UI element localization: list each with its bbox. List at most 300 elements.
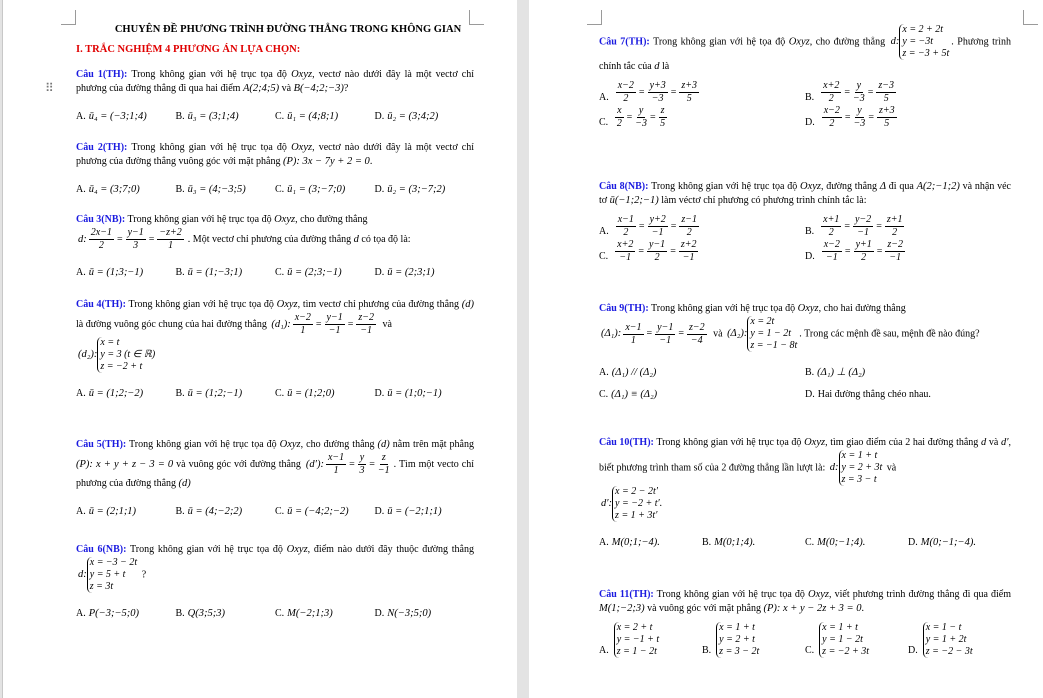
equals-sign: = (638, 220, 645, 232)
answer-options (599, 80, 1011, 130)
answer-option-d[interactable] (908, 622, 1011, 658)
option-label: D. (908, 645, 918, 656)
math-expression: ū = (−2;1;1) (387, 506, 442, 517)
denominator: −1 (360, 325, 373, 336)
option-content (188, 505, 242, 519)
answer-option-d[interactable] (805, 239, 1011, 264)
fraction (378, 452, 390, 477)
denominator: −3 (635, 118, 648, 129)
answer-options (599, 528, 1011, 550)
math-expression: Oxyz (279, 439, 301, 450)
option-label: D. (374, 608, 385, 619)
option-label: C. (275, 506, 285, 517)
math-expression: ū = (2;1;1) (88, 506, 137, 517)
numerator: y−1 (127, 227, 144, 238)
option-label: D. (374, 267, 385, 278)
answer-option-c[interactable] (599, 380, 805, 402)
math-expression: Oxyz (291, 69, 313, 80)
answer-option-a[interactable] (76, 497, 176, 519)
text-run: Trong không gian với hệ trục tọa độ (653, 437, 805, 448)
option-label: B. (175, 608, 185, 619)
text-run: Trong không gian với hệ trục tọa độ (127, 142, 292, 153)
math-expression: ū = (1;−3;1) (187, 267, 243, 278)
answer-option-a[interactable] (599, 622, 702, 658)
denominator: 3 (359, 465, 365, 476)
option-label: D. (374, 506, 385, 517)
option-label: B. (175, 267, 185, 278)
numerator: z−2 (887, 239, 904, 250)
fraction (854, 239, 874, 264)
option-content (612, 622, 661, 658)
question-text (599, 436, 1011, 522)
answer-option-b[interactable] (176, 497, 276, 519)
denominator: 5 (884, 118, 890, 129)
text-run: , điểm nào dưới đây thuộc đường thẳng (307, 544, 474, 555)
fraction (616, 214, 636, 239)
denominator: −1 (682, 252, 695, 263)
option-content (89, 110, 147, 124)
option-label: C. (805, 537, 815, 548)
math-expression: d′ (1000, 437, 1009, 448)
text-run: . Tìm một vecto chỉ phương của đường thẳng (76, 458, 474, 489)
question-label: Câu 2(TH): (76, 142, 128, 153)
question-label: Câu 5(TH): (76, 439, 127, 450)
option-content (387, 387, 441, 401)
system-line: y = 5 + t (89, 569, 126, 580)
numerator: x+2 (823, 80, 840, 91)
answer-option-a[interactable] (599, 214, 805, 239)
option-label: C. (599, 117, 609, 128)
option-label: B. (175, 506, 185, 517)
option-content (612, 80, 703, 105)
numerator: z+2 (680, 239, 697, 250)
denominator: 2 (686, 227, 692, 238)
system-line: x = 1 + t (841, 450, 878, 461)
option-label: A. (76, 608, 86, 619)
equation-system (819, 622, 869, 658)
fraction-equation (271, 312, 378, 337)
answer-option-b[interactable] (176, 599, 276, 621)
answer-option-d[interactable] (805, 105, 1011, 130)
fraction (885, 239, 905, 264)
answer-option-c[interactable] (599, 239, 805, 264)
math-expression: Oxyz (291, 142, 313, 153)
fraction (854, 105, 866, 130)
text-run: đi qua (886, 181, 917, 192)
option-label: A. (599, 226, 609, 237)
text-run: và (710, 328, 726, 340)
answer-option-c[interactable] (275, 175, 375, 197)
option-label: C. (599, 251, 609, 262)
text-run: và nhận véc tơ (599, 181, 1011, 206)
answer-option-b[interactable] (702, 528, 805, 550)
answer-options (76, 497, 474, 519)
option-label: A. (599, 645, 609, 656)
math-expression: ū = (1;0;−1) (387, 388, 442, 399)
option-content (287, 183, 345, 197)
question-text (76, 438, 474, 491)
answer-option-d[interactable] (375, 379, 475, 401)
math-expression: (P): x + y + z − 3 = 0 (76, 458, 174, 470)
numerator: z+3 (878, 105, 895, 116)
text-run: có tọa độ là: (358, 233, 411, 245)
math-expression: (Δ₁) ≡ (Δ₂) (611, 389, 658, 400)
question-text (76, 141, 474, 169)
option-content (89, 607, 139, 621)
equals-sign: = (876, 245, 883, 257)
equation-name: (d₁): (271, 318, 291, 330)
numerator: x−2 (823, 105, 840, 116)
system-brace (819, 622, 869, 658)
math-expression: ū = (1;2;−2) (88, 388, 144, 399)
option-content (714, 536, 755, 550)
fraction (648, 214, 668, 239)
option-content (612, 214, 703, 239)
answer-option-b[interactable] (176, 258, 276, 280)
math-expression: Oxyz (808, 589, 830, 600)
option-label: B. (175, 388, 185, 399)
option-label: C. (275, 111, 285, 122)
denominator: 1 (168, 240, 174, 251)
equals-sign: = (844, 220, 850, 232)
page-corner-mark (587, 10, 602, 25)
text-run: và vuông góc với đường thẳng (173, 458, 304, 470)
answer-option-a[interactable] (599, 528, 702, 550)
answer-options (76, 175, 474, 197)
math-expression: M(0;−1;−4). (920, 537, 977, 548)
answer-option-a[interactable] (76, 599, 176, 621)
numerator: y+3 (649, 80, 666, 91)
denominator: −1 (659, 334, 672, 346)
question-4 (599, 436, 1011, 550)
equals-sign: = (638, 245, 644, 257)
numerator: z (381, 452, 386, 463)
answer-option-c[interactable] (599, 105, 805, 130)
fraction (356, 312, 376, 337)
equals-sign: = (844, 111, 851, 123)
answer-option-d[interactable] (375, 599, 475, 621)
text-run: Trong không gian với hệ trục tọa độ (126, 544, 287, 555)
equals-sign: = (844, 245, 851, 257)
answer-option-c[interactable] (805, 622, 908, 658)
denominator: 3 (133, 240, 139, 251)
numerator: y (857, 105, 862, 116)
fraction (326, 452, 346, 477)
fraction (679, 80, 699, 105)
system-line: z = −1 − 8t (750, 340, 798, 351)
option-content (612, 536, 660, 550)
answer-option-b[interactable] (176, 175, 276, 197)
text-run: và (986, 437, 1001, 448)
fraction (822, 105, 842, 130)
numerator: y−1 (326, 312, 343, 323)
option-label: B. (702, 645, 712, 656)
fraction (853, 80, 865, 105)
denominator: 5 (883, 93, 889, 104)
option-label: A. (599, 367, 609, 378)
fraction (616, 80, 636, 105)
text-run: và (279, 83, 294, 94)
numerator: 2x−1 (90, 227, 112, 238)
option-label: D. (374, 184, 385, 195)
numerator: z+1 (886, 214, 903, 225)
math-expression: M(−2;1;3) (287, 608, 333, 619)
answer-option-d[interactable] (375, 497, 475, 519)
question-text (76, 68, 474, 96)
text-run: và (380, 318, 392, 330)
math-expression: Oxyz (276, 299, 298, 310)
system-line: y = 2 + t (719, 634, 755, 645)
option-label: C. (275, 184, 285, 195)
question-label: Câu 4(TH): (76, 299, 126, 310)
system-line: y = 1 + 2t (925, 634, 967, 645)
numerator: y−1 (649, 239, 666, 250)
math-expression: A(2;4;5) (242, 83, 280, 94)
math-expression: Oxyz (804, 437, 826, 448)
option-content (387, 607, 431, 621)
numerator: y+1 (855, 239, 872, 250)
answer-option-b[interactable] (176, 379, 276, 401)
text-run: , tìm giao điểm của 2 hai đường thẳng (825, 437, 981, 448)
option-label: B. (805, 92, 815, 103)
answer-option-b[interactable] (702, 622, 805, 658)
question-2 (599, 180, 1011, 264)
text-run: , đường thẳng (821, 181, 880, 192)
question-label: Câu 7(TH): (599, 36, 650, 48)
denominator: 1 (333, 465, 339, 476)
equation-name: d: (78, 233, 87, 245)
system-line: y = −2 + t′. (615, 498, 663, 509)
text-run: ? (139, 569, 147, 581)
answer-option-a[interactable] (76, 175, 176, 197)
answer-options (599, 214, 1011, 264)
math-expression: M(0;−1;4). (817, 537, 866, 548)
option-content (387, 183, 445, 197)
answer-option-a[interactable] (76, 102, 176, 124)
page-corner-mark (469, 10, 484, 25)
system-brace (839, 450, 883, 486)
question-text (76, 298, 474, 373)
system-line: x = 2 + t (616, 622, 653, 633)
equation-name: (d′): (305, 458, 324, 470)
math-expression: (d) (178, 478, 191, 489)
fraction (635, 105, 647, 130)
text-run: , biết phương trình tham số của 2 đường thẳng lần lượt là: (599, 437, 1011, 474)
math-expression: ū₁ = (4;8;1) (287, 111, 339, 122)
answer-option-c[interactable] (275, 497, 375, 519)
system-line: x = 2 − 2t′ (615, 486, 658, 497)
answer-option-d[interactable] (375, 102, 475, 124)
question-1 (76, 68, 474, 124)
denominator: −3 (853, 118, 866, 129)
numerator: y (359, 452, 365, 463)
fraction (821, 214, 841, 239)
math-expression: M(0;1;−4). (611, 537, 660, 548)
fraction (876, 80, 896, 105)
question-3 (599, 302, 1011, 402)
option-content (818, 388, 931, 402)
system-line: z = −2 + 3t (822, 646, 870, 657)
question-label: Câu 11(TH): (599, 589, 654, 600)
answer-option-a[interactable] (599, 80, 805, 105)
option-content (287, 387, 334, 401)
question-text (76, 543, 474, 593)
system-line: y = 2 + 3t (841, 462, 883, 473)
math-expression: ū = (1;2;0) (287, 388, 335, 399)
question-2 (76, 141, 474, 197)
numerator: −z+2 (159, 227, 182, 238)
option-content (387, 505, 441, 519)
fraction (655, 322, 675, 347)
numerator: z−3 (878, 80, 895, 91)
math-expression: ū₃ = (4;−3;5) (187, 184, 246, 195)
fraction-equation (820, 239, 907, 264)
drag-handle-icon[interactable]: ⠿ (45, 81, 53, 95)
answer-option-b[interactable] (176, 102, 276, 124)
system-brace (97, 337, 155, 373)
answer-option-c[interactable] (805, 528, 908, 550)
equation-name: (Δ₂): (727, 328, 748, 339)
answer-option-c[interactable] (275, 379, 375, 401)
math-expression: d (353, 233, 359, 245)
denominator: −3 (651, 93, 664, 104)
option-content (817, 622, 871, 658)
system-brace (612, 486, 662, 522)
option-content (188, 183, 246, 197)
answer-option-a[interactable] (599, 358, 805, 380)
option-content (387, 266, 434, 280)
denominator: −4 (690, 334, 703, 346)
option-content (817, 214, 908, 239)
system-brace (747, 316, 797, 352)
system-line: x = 1 + t (822, 622, 858, 633)
answer-option-c[interactable] (275, 102, 375, 124)
fraction (647, 239, 667, 264)
equation-system (830, 450, 882, 486)
numerator: y−1 (657, 321, 674, 333)
option-content (287, 505, 349, 519)
answer-option-a[interactable] (76, 258, 176, 280)
fraction (615, 105, 623, 130)
question-4 (76, 298, 474, 401)
question-label: Câu 9(TH): (599, 303, 649, 314)
answer-option-b[interactable] (805, 358, 1011, 380)
text-run: Trong không gian với hệ trục tọa độ (653, 589, 809, 600)
option-label: A. (76, 267, 86, 278)
equals-sign: = (844, 86, 850, 98)
page-corner-mark (1023, 10, 1038, 25)
fraction-equation (78, 227, 186, 252)
denominator: 2 (623, 227, 629, 238)
option-content (921, 622, 975, 658)
numerator: z−2 (358, 312, 375, 323)
page-corner-mark (61, 10, 76, 25)
equation-name: (Δ₁): (601, 328, 622, 339)
math-expression: Oxyz (800, 181, 822, 192)
denominator: 2 (828, 227, 834, 238)
denominator: 5 (686, 93, 692, 104)
math-expression: A(2;−1;2) (916, 181, 960, 192)
option-content (287, 266, 341, 280)
denominator: 2 (98, 240, 104, 251)
answer-option-d[interactable] (375, 258, 475, 280)
answer-options (76, 599, 474, 621)
document-page-right (529, 0, 1043, 698)
answer-option-d[interactable] (805, 380, 1011, 402)
text-run: . (861, 603, 864, 614)
fraction (615, 239, 635, 264)
system-line: z = 3 − 2t (719, 646, 760, 657)
denominator: 2 (623, 93, 629, 104)
math-expression: (d) (461, 299, 474, 310)
system-line: y = −3t (902, 36, 934, 47)
denominator: −3 (853, 93, 865, 104)
math-expression: ū₂ = (3;−7;2) (387, 184, 446, 195)
denominator: 5 (660, 118, 666, 129)
option-content (287, 110, 338, 124)
denominator: −1 (651, 227, 664, 238)
answer-options (76, 102, 474, 124)
fraction-equation (306, 452, 392, 477)
equals-sign: = (626, 111, 633, 123)
question-text (599, 302, 1011, 352)
numerator: x−2 (294, 312, 311, 323)
equation-name: d′: (601, 498, 613, 509)
fraction (89, 227, 114, 252)
option-label: B. (805, 367, 815, 378)
option-label: B. (175, 111, 185, 122)
equation-system (601, 486, 662, 522)
option-content (611, 105, 670, 130)
system-brace (716, 622, 759, 658)
math-expression: ū(−1;2;−1) (609, 195, 659, 206)
numerator: x−2 (617, 80, 634, 91)
equation-system (891, 24, 950, 60)
fraction (157, 227, 183, 252)
text-run: . Một vectơ chỉ phương của đường thẳng (187, 233, 354, 245)
text-run: , viết phương trình đường thẳng đi qua điểm (829, 589, 1011, 600)
section-heading: I. TRẮC NGHIỆM 4 PHƯƠNG ÁN LỰA CHỌN: (76, 44, 301, 55)
answer-option-b[interactable] (805, 214, 1011, 239)
equals-sign: = (638, 86, 645, 98)
denominator: −1 (377, 465, 390, 476)
math-expression: (P): 3x − 7y + 2 = 0 (282, 156, 370, 167)
denominator: 2 (892, 227, 898, 238)
system-line: y = 1 − 2t (750, 328, 792, 339)
option-label: C. (275, 267, 285, 278)
answer-option-d[interactable] (375, 175, 475, 197)
answer-option-b[interactable] (805, 80, 1011, 105)
answer-option-d[interactable] (908, 528, 1011, 550)
math-expression: (Δ₁) ⊥ (Δ₂) (817, 367, 866, 378)
answer-option-c[interactable] (275, 599, 375, 621)
option-label: A. (76, 184, 86, 195)
question-5 (76, 438, 474, 519)
math-expression: ū = (−4;2;−2) (287, 506, 349, 517)
question-text (599, 24, 1011, 74)
math-expression: ū = (4;−2;2) (187, 506, 243, 517)
fraction-equation (819, 214, 906, 239)
answer-option-c[interactable] (275, 258, 375, 280)
answer-option-a[interactable] (76, 379, 176, 401)
equation-system (727, 316, 797, 352)
option-label: C. (275, 388, 285, 399)
equals-sign: = (867, 86, 874, 98)
numerator: x−2 (823, 239, 840, 250)
numerator: z+3 (681, 80, 698, 91)
text-run: , tìm vectơ chỉ phương của đường thẳng (297, 299, 462, 310)
fraction-equation (613, 105, 668, 130)
